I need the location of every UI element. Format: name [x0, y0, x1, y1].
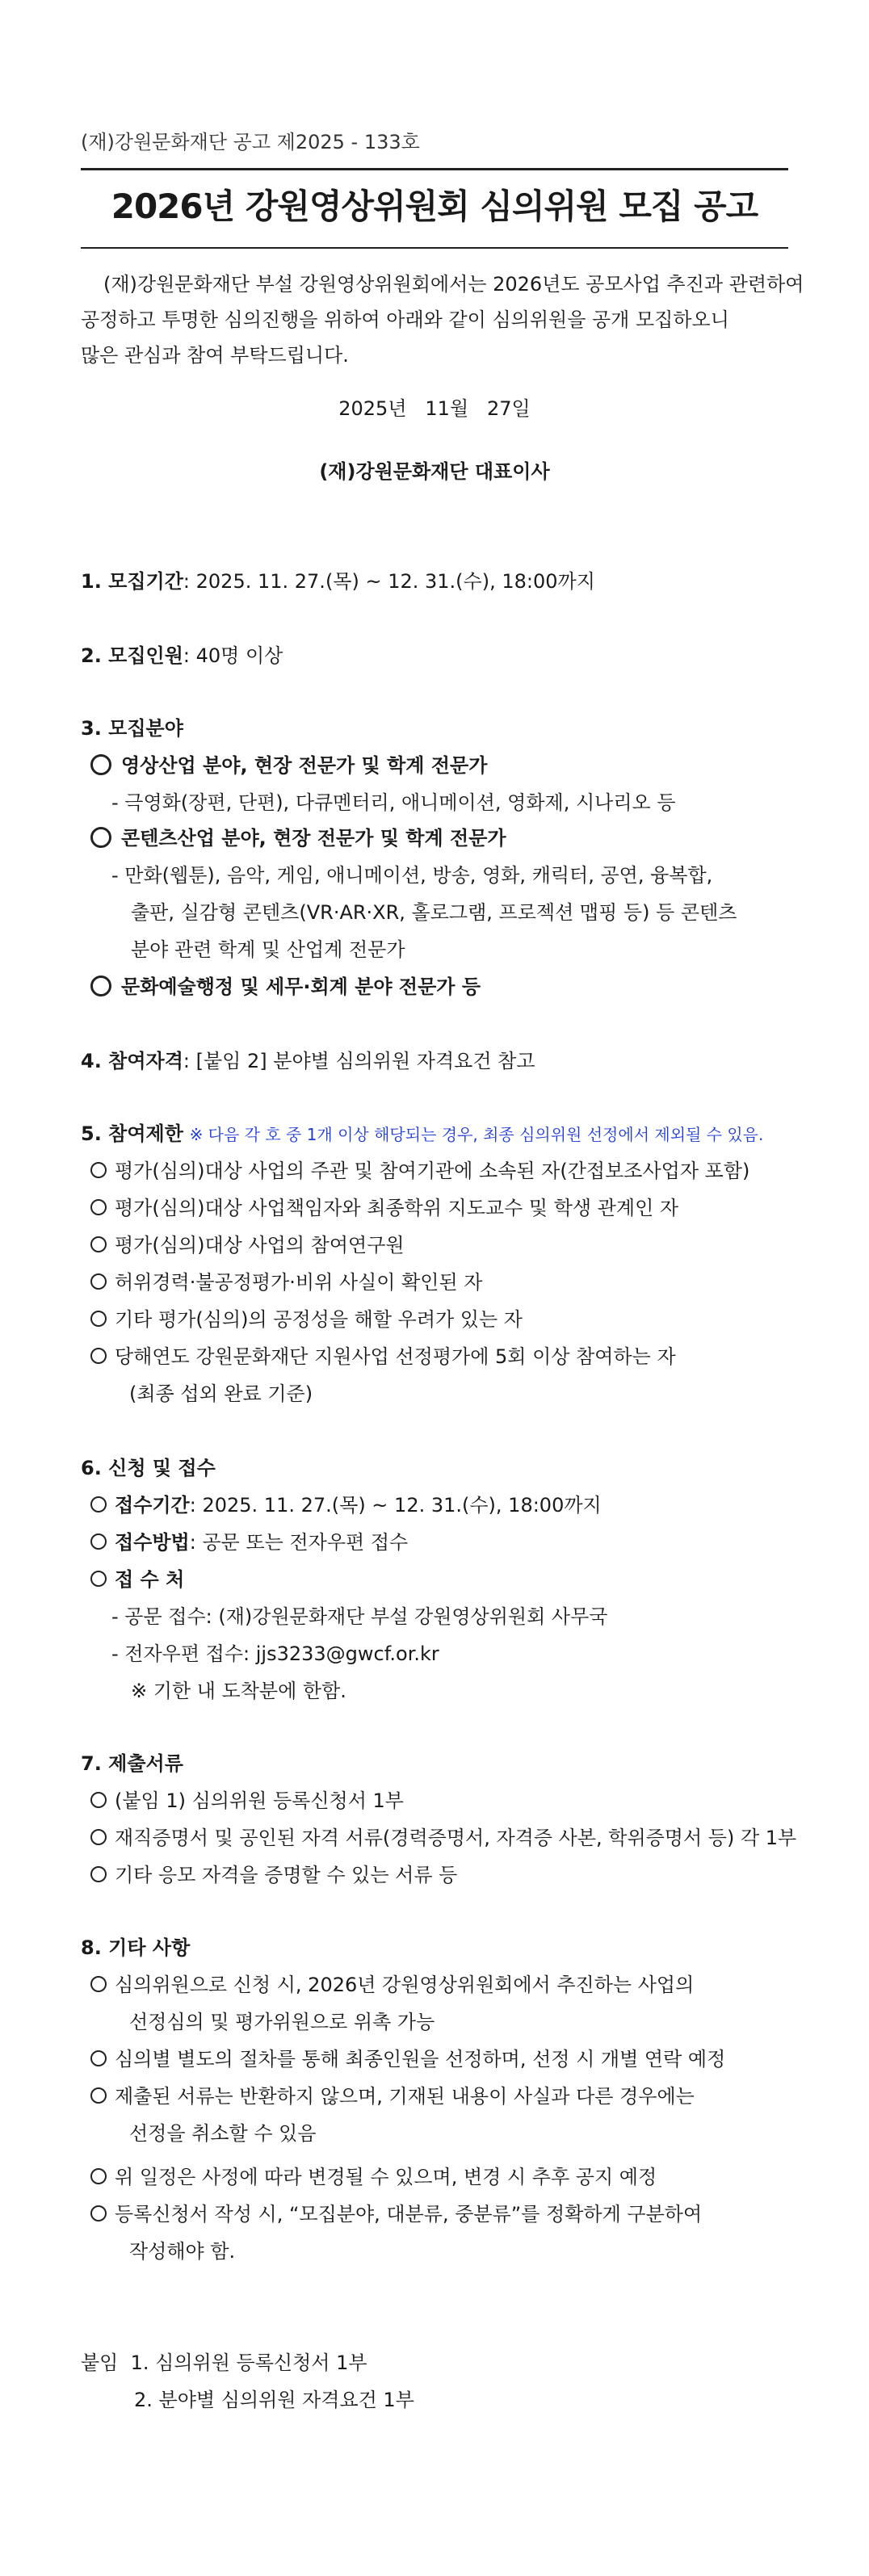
section-4-text: : [붙임 2] 분야별 심의위원 자격요건 참고 [183, 1050, 535, 1072]
section-6-place [90, 1567, 184, 1592]
title-top-rule [81, 168, 788, 170]
circle-bullet-icon [90, 1866, 107, 1882]
circle-bullet-icon [90, 1273, 107, 1290]
section-5-heading: 5. 참여제한 [81, 1122, 183, 1145]
section-6-place-line-2: - 전자우편 접수: jjs3233@gwcf.or.kr [111, 1643, 439, 1665]
section-3-item-c [90, 974, 481, 1000]
circle-bullet-icon [90, 1976, 107, 1992]
circle-bullet-icon [90, 1162, 107, 1178]
section-8-item-4-text: 위 일정은 사정에 따라 변경될 수 있으며, 변경 시 추후 공지 예정 [115, 2166, 657, 2188]
section-5-item-1 [90, 1158, 749, 1184]
section-8-item-3-cont: 선정을 취소할 수 있음 [129, 2122, 317, 2145]
circle-bullet-icon [90, 1348, 107, 1364]
circle-bullet-icon [90, 754, 111, 775]
section-7-item-3 [90, 1862, 457, 1888]
section-8-item-3 [90, 2083, 695, 2109]
section-5-note: ※ 다음 각 호 중 1개 이상 해당되는 경우, 최종 심의위원 선정에서 제외될 수 있음. [189, 1125, 764, 1144]
section-6-place-line-1: - 공문 접수: (재)강원문화재단 부설 강원영상위원회 사무국 [111, 1605, 608, 1628]
section-7-item-1-text: (붙임 1) 심의위원 등록신청서 1부 [115, 1789, 404, 1812]
section-3-heading: 3. 모집분야 [81, 717, 183, 740]
section-5-item-4 [90, 1269, 482, 1295]
title-bottom-rule [81, 247, 788, 249]
section-4-heading: 4. 참여자격 [81, 1050, 183, 1072]
section-8-item-1-text: 심의위원으로 신청 시, 2026년 강원영상위원회에서 추진하는 사업의 [115, 1974, 695, 1996]
circle-bullet-icon [90, 1199, 107, 1215]
section-3-item-b-detail-3: 분야 관련 학계 및 산업계 전문가 [131, 938, 405, 961]
section-5-header [81, 1121, 763, 1147]
section-2-heading: 2. 모집인원 [81, 644, 183, 667]
section-4 [81, 1048, 535, 1074]
section-8-item-1-cont: 선정심의 및 평가위원으로 위촉 가능 [129, 2011, 435, 2033]
section-7-item-2-text: 재직증명서 및 공인된 자격 서류(경력증명서, 자격증 사본, 학위증명서 등) 각 1부 [115, 1827, 797, 1849]
intro-line-2: 공정하고 투명한 심의진행을 위하여 아래와 같이 심의위원을 공개 모집하오니 [81, 308, 729, 331]
circle-bullet-icon [90, 827, 111, 848]
circle-bullet-icon [90, 2205, 107, 2221]
section-1-heading: 1. 모집기간 [81, 570, 183, 593]
circle-bullet-icon [90, 1311, 107, 1327]
circle-bullet-icon [90, 1533, 107, 1550]
intro-line-3: 많은 관심과 참여 부탁드립니다. [81, 344, 349, 367]
section-6-period [90, 1492, 602, 1518]
attachment-2: 2. 분야별 심의위원 자격요건 1부 [134, 2389, 414, 2411]
circle-bullet-icon [90, 1236, 107, 1252]
section-6-heading: 6. 신청 및 접수 [81, 1457, 216, 1479]
section-3-item-a-title: 영상산업 분야, 현장 전문가 및 학계 전문가 [121, 754, 488, 777]
section-3-item-a-detail: - 극영화(장편, 단편), 다큐멘터리, 애니메이션, 영화제, 시나리오 등 [111, 791, 676, 814]
intro-line-1: (재)강원문화재단 부설 강원영상위원회에서는 2026년도 공모사업 추진과 관련하여 [103, 273, 804, 296]
section-8-item-5-text: 등록신청서 작성 시, “모집분야, 대분류, 중분류”를 정확하게 구분하여 [115, 2203, 703, 2226]
circle-bullet-icon [90, 975, 111, 996]
circle-bullet-icon [90, 2168, 107, 2184]
circle-bullet-icon [90, 2050, 107, 2066]
section-5-item-2-text: 평가(심의)대상 사업책임자와 최종학위 지도교수 및 학생 관계인 자 [115, 1197, 679, 1219]
section-6-method-label: 접수방법 [115, 1531, 190, 1554]
section-5-item-6-text: 당해연도 강원문화재단 지원사업 선정평가에 5회 이상 참여하는 자 [115, 1345, 676, 1368]
section-7-heading: 7. 제출서류 [81, 1752, 183, 1775]
circle-bullet-icon [90, 2087, 107, 2104]
section-5-item-4-text: 허위경력·불공정평가·비위 사실이 확인된 자 [115, 1271, 483, 1294]
page-title: 2026년 강원영상위원회 심의위원 모집 공고 [111, 187, 758, 226]
section-6-method-text: : 공문 또는 전자우편 접수 [189, 1531, 409, 1554]
section-8-item-1 [90, 1972, 694, 1998]
section-6-period-text: : 2025. 11. 27.(목) ~ 12. 31.(수), 18:00까지 [189, 1494, 602, 1517]
section-8-item-4 [90, 2164, 657, 2190]
section-3-item-b-detail-1: - 만화(웹툰), 음악, 게임, 애니메이션, 방송, 영화, 캐릭터, 공연, 융복합, [111, 864, 713, 887]
circle-bullet-icon [90, 1571, 107, 1587]
section-8-item-2-text: 심의별 별도의 절차를 통해 최종인원을 선정하며, 선정 시 개별 연락 예정 [115, 2048, 726, 2070]
section-5-item-5 [90, 1307, 523, 1332]
section-5-item-3-text: 평가(심의)대상 사업의 참여연구원 [115, 1234, 405, 1257]
section-5-item-5-text: 기타 평가(심의)의 공정성을 해할 우려가 있는 자 [115, 1308, 523, 1331]
section-1-text: : 2025. 11. 27.(목) ~ 12. 31.(수), 18:00까지 [183, 570, 595, 593]
section-8-item-3-text: 제출된 서류는 반환하지 않으며, 기재된 내용이 사실과 다른 경우에는 [115, 2085, 695, 2108]
section-5-item-6 [90, 1344, 676, 1370]
circle-bullet-icon [90, 1496, 107, 1512]
section-3-item-a [90, 753, 487, 778]
circle-bullet-icon [90, 1829, 107, 1845]
section-6-place-line-3: ※ 기한 내 도착분에 한함. [131, 1680, 346, 1702]
section-8-item-5 [90, 2201, 702, 2227]
section-1 [81, 568, 595, 594]
section-6-place-label: 접 수 처 [115, 1568, 185, 1591]
notice-date: 2025년 11월 27일 [338, 397, 531, 420]
section-3-item-b-detail-2: 출판, 실감형 콘텐츠(VR·AR·XR, 홀로그램, 프로젝션 맵핑 등) 등 콘텐츠 [131, 901, 737, 924]
section-5-item-6-cont: (최종 섭외 완료 기준) [129, 1382, 313, 1405]
section-2 [81, 643, 283, 669]
section-5-item-3 [90, 1232, 405, 1258]
section-6-method [90, 1529, 408, 1555]
signer: (재)강원문화재단 대표이사 [319, 460, 550, 483]
circle-bullet-icon [90, 1792, 107, 1808]
section-5-item-2 [90, 1195, 678, 1221]
notice-number: (재)강원문화재단 공고 제2025 - 133호 [81, 131, 420, 153]
section-8-item-5-cont: 작성해야 함. [129, 2240, 236, 2263]
section-8-heading: 8. 기타 사항 [81, 1936, 191, 1959]
section-7-item-3-text: 기타 응모 자격을 증명할 수 있는 서류 등 [115, 1864, 458, 1886]
section-8-item-2 [90, 2046, 725, 2072]
section-3-item-b [90, 825, 506, 851]
section-3-item-b-title: 콘텐츠산업 분야, 현장 전문가 및 학계 전문가 [121, 827, 506, 850]
section-6-period-label: 접수기간 [115, 1494, 190, 1517]
section-7-item-2 [90, 1825, 796, 1851]
section-2-text: : 40명 이상 [183, 644, 283, 667]
section-5-item-1-text: 평가(심의)대상 사업의 주관 및 참여기관에 소속된 자(간접보조사업자 포함) [115, 1160, 750, 1182]
section-7-item-1 [90, 1788, 404, 1814]
attachment-1: 붙임 1. 심의위원 등록신청서 1부 [81, 2352, 367, 2374]
section-3-item-c-title: 문화예술행정 및 세무·회계 분야 전문가 등 [121, 975, 481, 998]
